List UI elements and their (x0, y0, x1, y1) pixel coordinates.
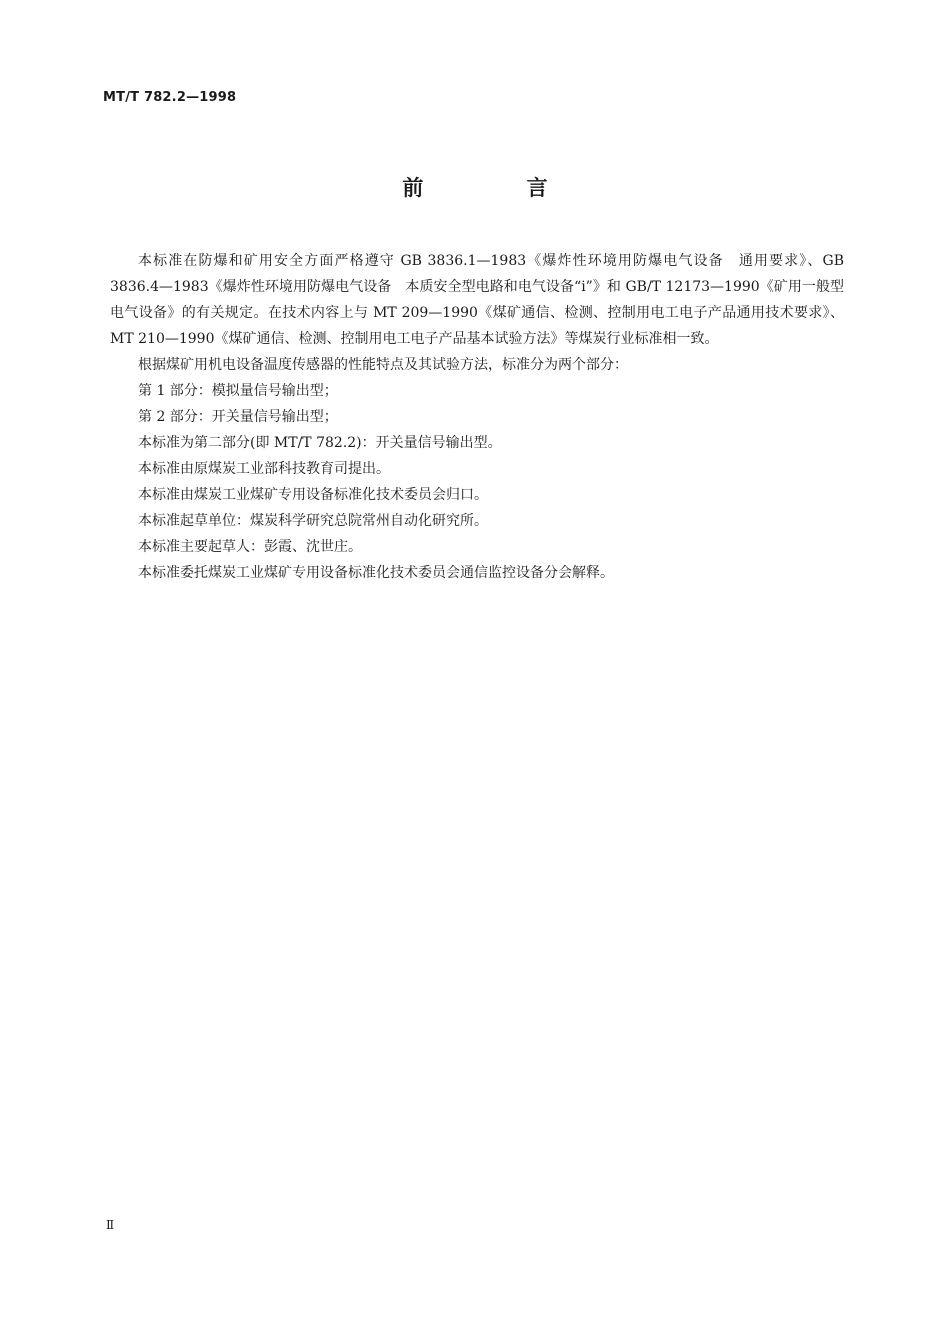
paragraph-drafters: 本标准主要起草人：彭霞、沈世庄。 (138, 539, 362, 555)
paragraph-centralized-by: 本标准由煤炭工业煤矿专用设备标准化技术委员会归口。 (138, 487, 488, 503)
paragraph-part-1: 第 1 部分：模拟量信号输出型； (138, 383, 338, 399)
foreword-body (110, 248, 844, 586)
page-title: 前 言 (402, 176, 596, 200)
standard-code-header: MT/T 782.2—1998 (103, 90, 237, 105)
paragraph-interpretation: 本标准委托煤炭工业煤矿专用设备标准化技术委员会通信监控设备分会解释。 (138, 565, 614, 581)
paragraph-proposed-by: 本标准由原煤炭工业部科技教育司提出。 (138, 461, 390, 477)
page-number: Ⅱ (106, 1218, 115, 1232)
paragraph-drafting-unit: 本标准起草单位：煤炭科学研究总院常州自动化研究所。 (138, 513, 488, 529)
paragraph-parts-intro: 根据煤矿用机电设备温度传感器的性能特点及其试验方法，标准分为两个部分： (138, 357, 628, 373)
paragraph-part-2: 第 2 部分：开关量信号输出型； (138, 409, 338, 425)
paragraph-compliance: 本标准在防爆和矿用安全方面严格遵守 GB 3836.1—1983《爆炸性环境用防爆电气设备 通用要求》、GB 3836.4—1983《爆炸性环境用防爆电气设备 本质安全型电路和电气设备“i”》和 GB/T 12173—1990《矿用一般型电气设备》的有关规定。在技术内容上与 MT 209—1990《煤矿通信、检测、控制用电工电子产品通用技术要求》、MT 210—1990《煤矿通信、检测、控制用电工电子产品基本试验方法》等煤炭行业标准相一致。 (110, 253, 844, 347)
paragraph-this-standard: 本标准为第二部分(即 MT/T 782.2)：开关量信号输出型。 (138, 435, 502, 451)
